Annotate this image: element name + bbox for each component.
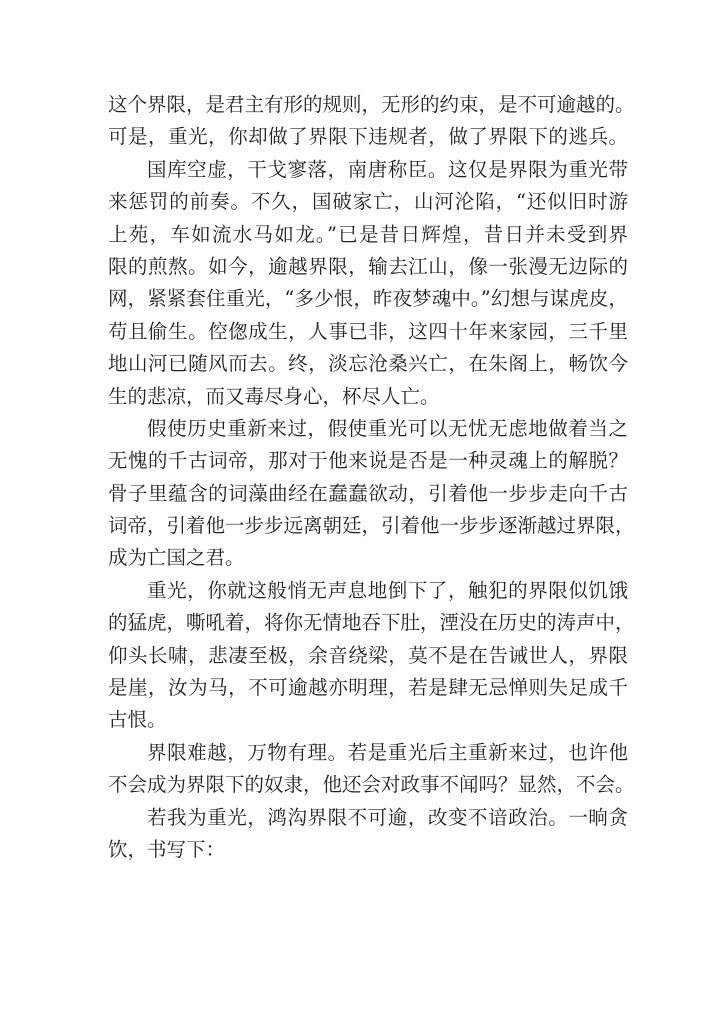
text-line: 是崖，汝为马，不可逾越亦明理，若是肆无忌惮则失足成千 bbox=[108, 676, 628, 700]
text-line: 的猛虎，嘶吼着，将你无情地吞下肚，湮没在历史的涛声中， bbox=[108, 611, 635, 635]
paragraph-end-line: 生的悲凉，而又毒尽身心，杯尽人亡。 bbox=[108, 384, 440, 408]
text-line: 词帝，引着他一步步远离朝廷，引着他一步步逐渐越过界限， bbox=[108, 514, 635, 538]
text-line: 骨子里蕴含的词藻曲经在蠢蠢欲动，引着他一步步走向千古 bbox=[108, 481, 628, 505]
text-line: 可是，重光，你却做了界限下违规者，做了界限下的逃兵。 bbox=[108, 125, 628, 149]
text-line: 限的煎熬。如今，逾越界限，输去江山，像一张漫无边际的 bbox=[108, 254, 628, 278]
paragraph-end-line: 成为亡国之君。 bbox=[108, 546, 245, 570]
text-line: 上苑，车如流水马如龙。”已是昔日辉煌，昔日并未受到界 bbox=[108, 222, 628, 246]
text-line: 地山河已随风而去。终，淡忘沧桑兴亡，在朱阁上，畅饮今 bbox=[108, 352, 628, 376]
paragraph-end-line: 古恨。 bbox=[108, 708, 167, 732]
paragraph-start-line: 界限难越，万物有理。若是重光后主重新来过，也许他 bbox=[147, 740, 628, 764]
paragraph-start-line: 假使历史重新来过，假使重光可以无忧无虑地做着当之 bbox=[147, 416, 628, 440]
text-line: 苟且偷生。倥偬成生，人事已非，这四十年来家园，三千里 bbox=[108, 319, 628, 343]
essay-body bbox=[108, 89, 635, 866]
text-line: 仰头长啸，悲凄至极，余音绕梁，莫不是在告诫世人，界限 bbox=[108, 643, 628, 667]
paragraph-start-line: 国库空虚，干戈寥落，南唐称臣。这仅是界限为重光带 bbox=[147, 157, 628, 181]
text-line: 这个界限，是君主有形的规则，无形的约束，是不可逾越的。 bbox=[108, 93, 635, 116]
text-line: 来惩罚的前奏。不久，国破家亡，山河沦陷，“还似旧时游 bbox=[108, 190, 628, 214]
text-line: 网，紧紧套住重光，“多少恨，昨夜梦魂中。”幻想与谋虎皮， bbox=[108, 287, 628, 311]
text-line: 无愧的千古词帝，那对于他来说是否是一种灵魂上的解脱？ bbox=[108, 449, 628, 473]
paragraph-start-line: 若我为重光，鸿沟界限不可逾，改变不谙政治。一晌贪 bbox=[147, 805, 628, 829]
paragraph-start-line: 重光，你就这般悄无声息地倒下了，触犯的界限似饥饿 bbox=[147, 578, 628, 602]
text-line: 不会成为界限下的奴隶，他还会对政事不闻吗？显然，不会。 bbox=[108, 773, 635, 797]
paragraph-end-line: 饮，书写下： bbox=[108, 837, 226, 861]
